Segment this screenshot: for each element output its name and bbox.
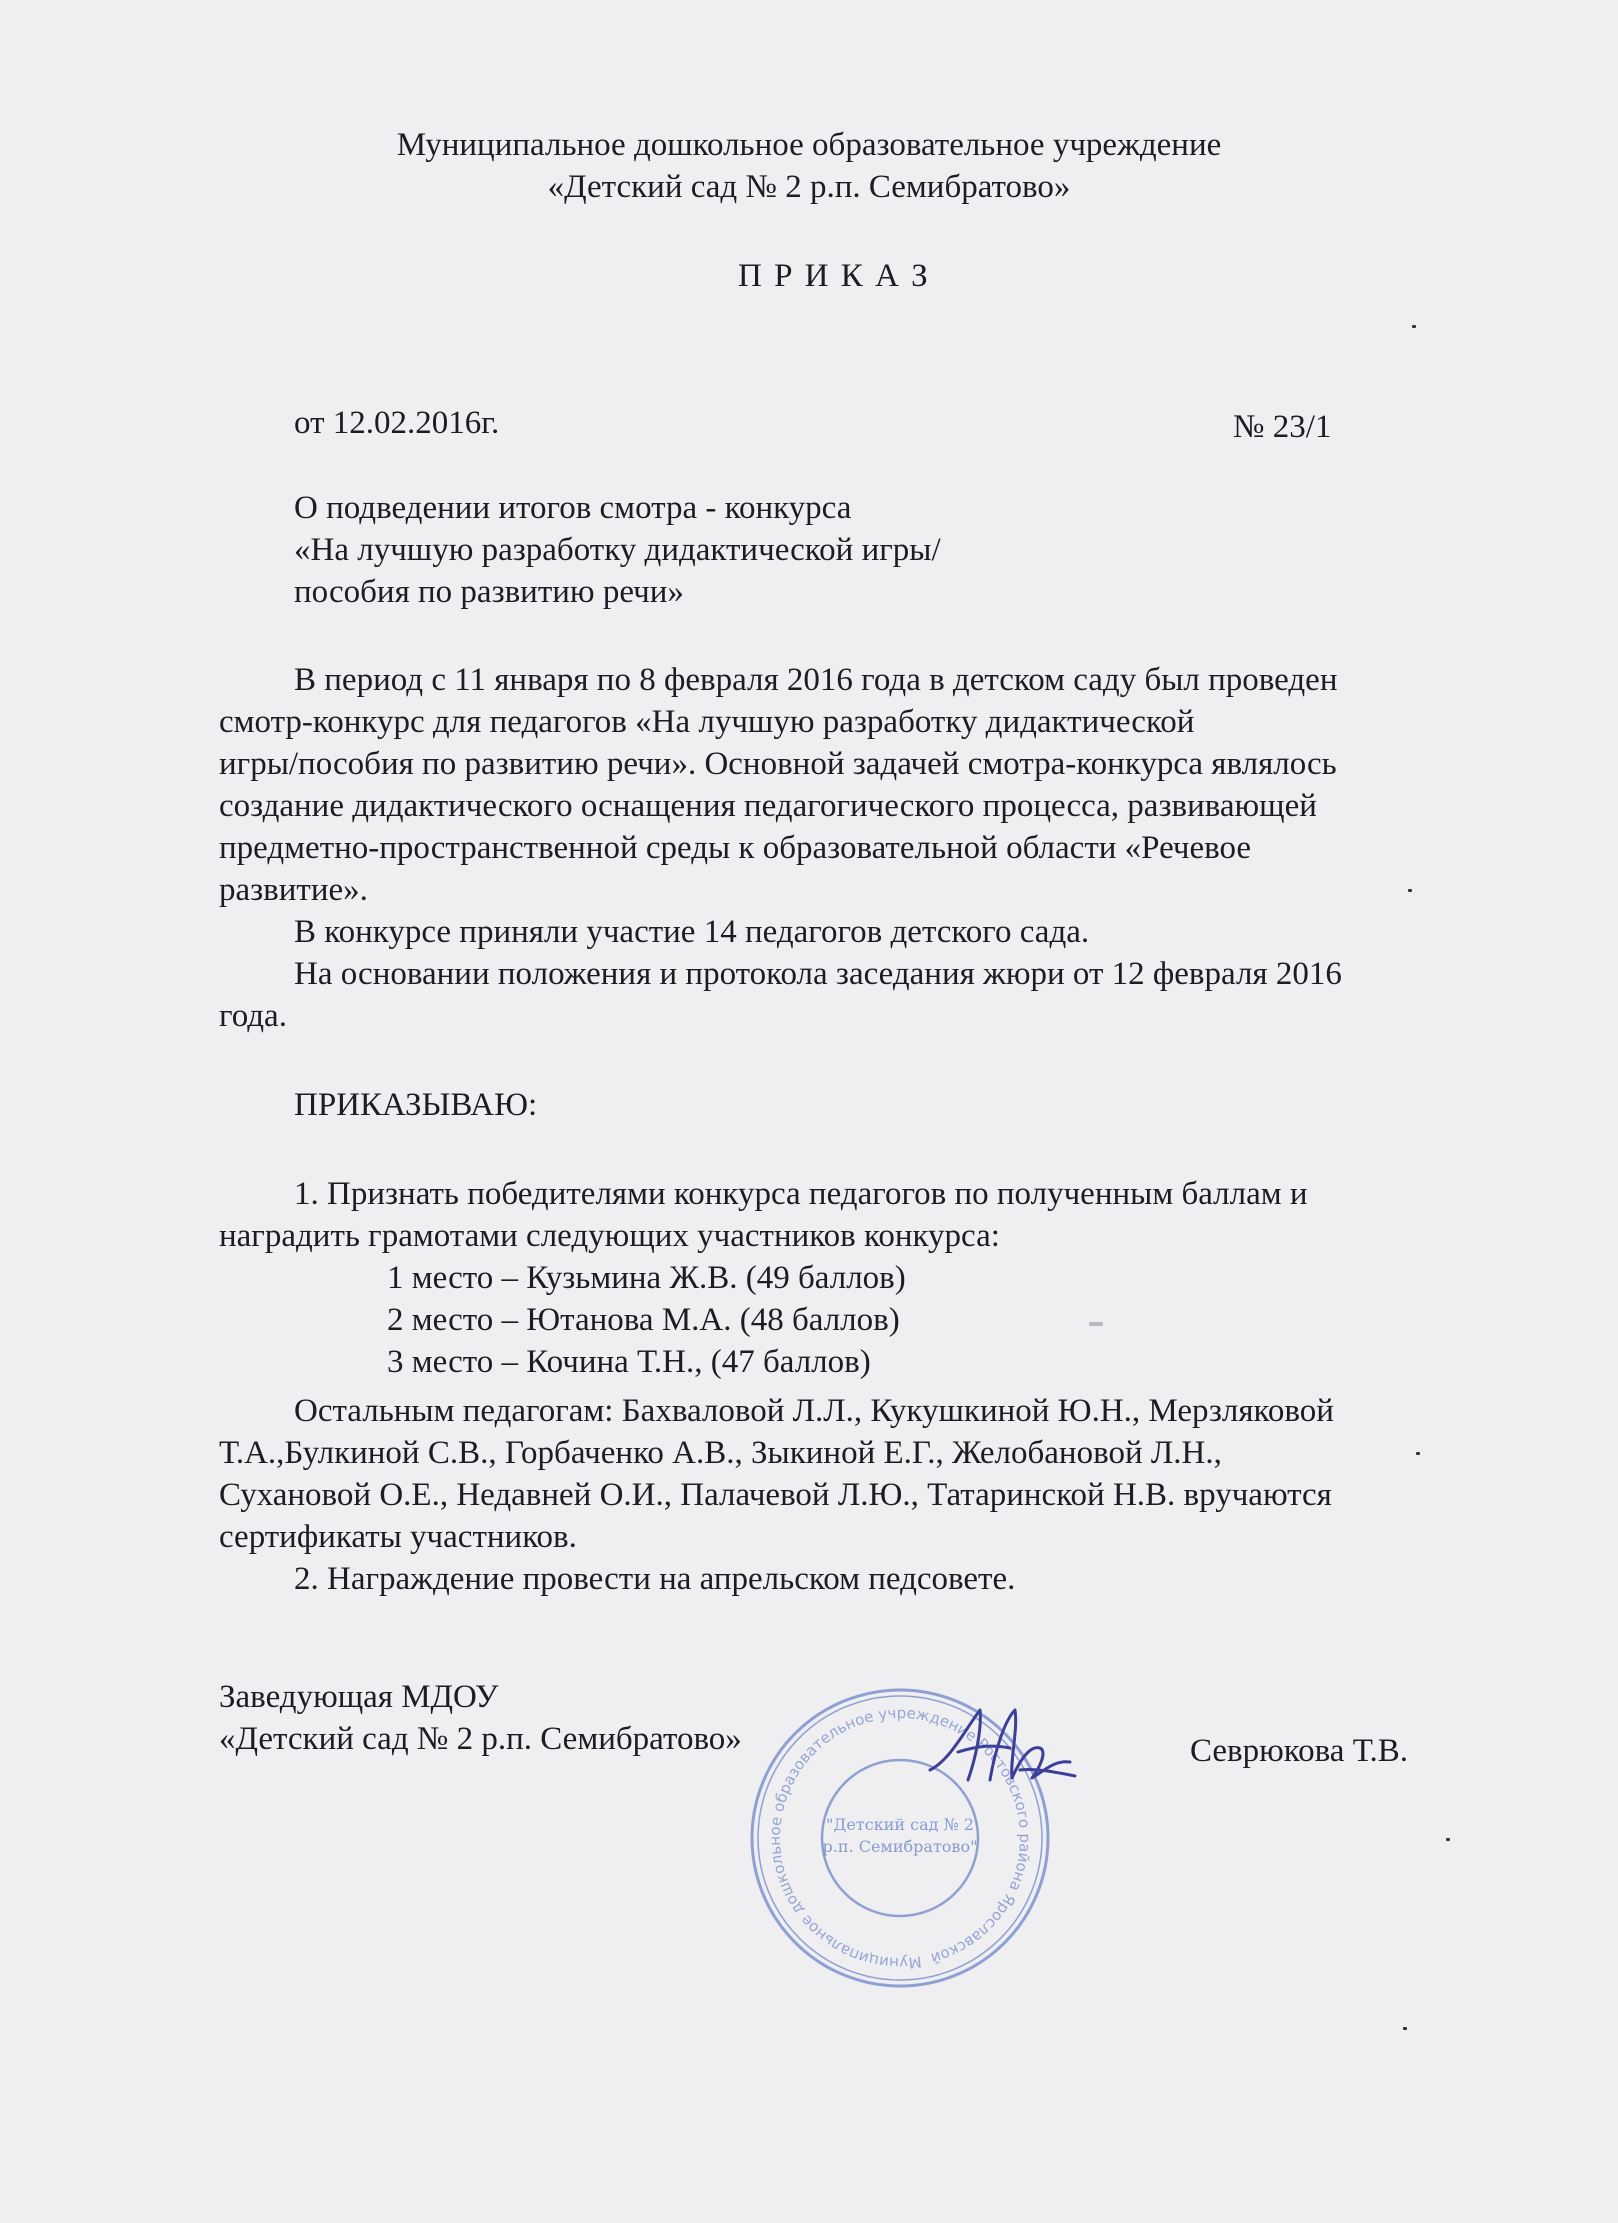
subject-line: О подведении итогов смотра - конкурса	[294, 490, 852, 526]
body-line: В период с 11 января по 8 февраля 2016 года в детском саду был проведен	[294, 662, 1338, 698]
scan-speck	[1408, 889, 1412, 892]
stamp-ring-text: Муниципальное дошкольное образовательное учреждение Ростовского района Ярославской	[765, 1703, 1035, 1973]
body-line: развитие».	[219, 872, 368, 908]
scan-speck	[1416, 1452, 1420, 1455]
signatory-name: Севрюкова Т.В.	[1190, 1733, 1409, 1769]
scan-speck	[1089, 1322, 1103, 1326]
order-word: ПРИКАЗЫВАЮ:	[294, 1087, 538, 1123]
body-line: смотр-конкурс для педагогов «На лучшую разработку дидактической	[219, 704, 1195, 740]
handwritten-signature	[920, 1690, 1080, 1800]
participants-line: Т.А.,Булкиной С.В., Горбаченко А.В., Зыкиной Е.Г., Желобановой Л.Н.,	[219, 1435, 1222, 1471]
body-line: В конкурсе приняли участие 14 педагогов детского сада.	[294, 914, 1090, 950]
participants-line: Сухановой О.Е., Недавней О.И., Палачевой Л.Ю., Татаринской Н.В. вручаются	[219, 1477, 1332, 1513]
body-line: На основании положения и протокола заседания жюри от 12 февраля 2016	[294, 956, 1342, 992]
subject-line: пособия по развитию речи»	[294, 574, 684, 610]
signatory-organization: «Детский сад № 2 р.п. Семибратово»	[219, 1721, 742, 1757]
body-line: игры/пособия по развитию речи». Основной задачей смотра-конкурса являлось	[219, 746, 1337, 782]
scan-speck	[1446, 1838, 1450, 1841]
participants-line: сертификаты участников.	[219, 1519, 577, 1555]
body-line: предметно-пространственной среды к образовательной области «Речевое	[219, 830, 1252, 866]
subject-line: «На лучшую разработку дидактической игры/	[294, 532, 941, 568]
signatory-position: Заведующая МДОУ	[219, 1679, 499, 1715]
document-number: № 23/1	[1233, 409, 1332, 445]
order-item-line: 2. Награждение провести на апрельском педсовете.	[294, 1561, 1016, 1597]
document-title: П Р И К А З	[738, 258, 930, 294]
organization-name-line2: «Детский сад № 2 р.п. Семибратово»	[547, 169, 1071, 205]
participants-line: Остальным педагогам: Бахваловой Л.Л., Кукушкиной Ю.Н., Мерзляковой	[294, 1393, 1334, 1429]
body-line: создание дидактического оснащения педагогического процесса, развивающей	[219, 788, 1317, 824]
stamp-center-line2: р.п. Семибратово"	[822, 1837, 978, 1856]
winner-place-1: 1 место – Кузьмина Ж.В. (49 баллов)	[387, 1260, 906, 1296]
scan-speck	[1403, 2027, 1407, 2030]
order-item-line: 1. Признать победителями конкурса педагогов по полученным баллам и	[294, 1176, 1308, 1212]
scan-speck	[1412, 325, 1416, 328]
document-date: от 12.02.2016г.	[294, 405, 500, 441]
body-line: года.	[219, 998, 287, 1034]
organization-name-line1: Муниципальное дошкольное образовательное учреждение	[396, 127, 1222, 163]
order-item-line: наградить грамотами следующих участников конкурса:	[219, 1218, 1000, 1254]
winner-place-2: 2 место – Ютанова М.А. (48 баллов)	[387, 1302, 900, 1338]
winner-place-3: 3 место – Кочина Т.Н., (47 баллов)	[387, 1344, 871, 1380]
stamp-center-line1: "Детский сад № 2	[826, 1815, 974, 1834]
